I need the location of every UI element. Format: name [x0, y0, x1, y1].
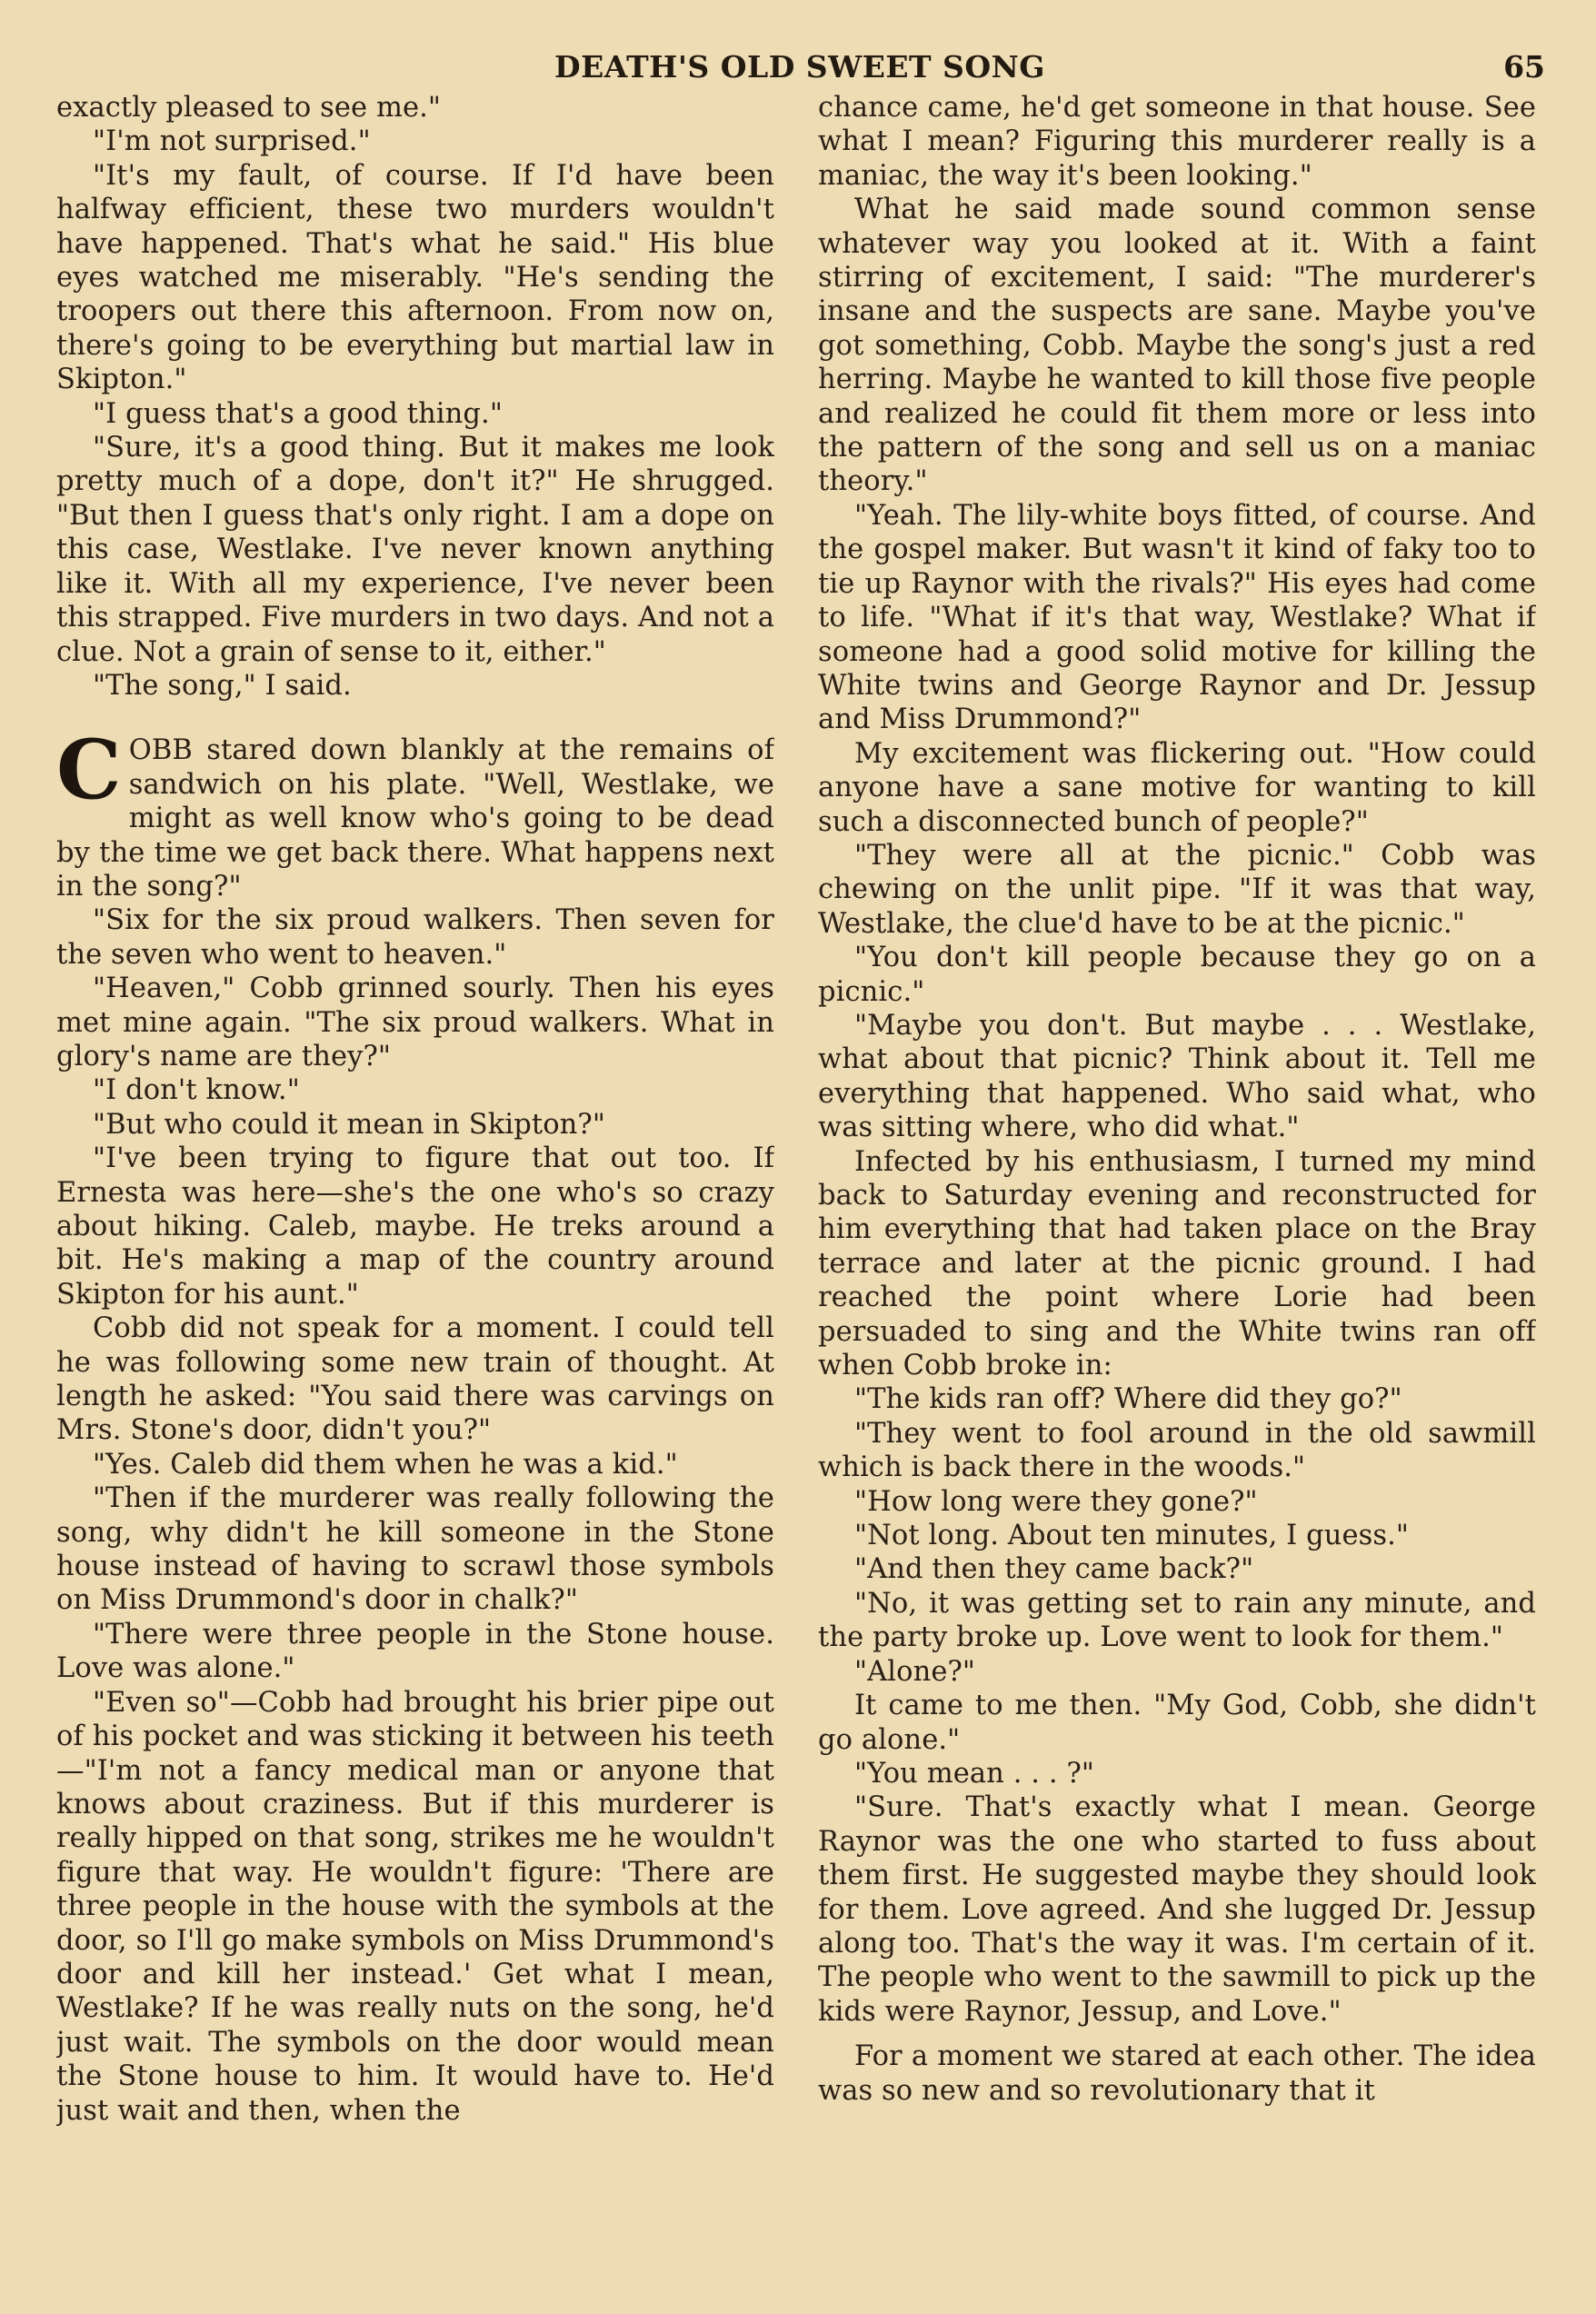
paragraph: "It's my fault, of course. If I'd have been halfway efficient, these two murders wouldn't have happened. That's what he said." His blue eyes watched me miserably. "He's sending the troopers out there this afternoon. From now on, there's going to be everything but martial law in Skipton." — [56, 159, 774, 396]
paragraph: "Yeah. The lily-white boys fitted, of course. And the gospel maker. But wasn't it kind of faky too to tie up Raynor with the rivals?" His eyes had come to life. "What if it's that way, Westlake? What if someone had a good solid motive for killing the White twins and George Raynor and Dr. Jessup and Miss Drummond?" — [818, 499, 1536, 736]
paragraph: "They were all at the picnic." Cobb was chewing on the unlit pipe. "If it was that way, Westlake, the clue'd have to be at the picnic." — [818, 839, 1536, 940]
paragraph: exactly pleased to see me." — [56, 92, 442, 124]
paragraph: My excitement was flickering out. "How could anyone have a sane motive for wanting to kill such a disconnected bunch of people?" — [818, 737, 1536, 838]
paragraph: "And then they came back?" — [854, 1553, 1254, 1586]
paragraph: "But who could it mean in Skipton?" — [93, 1108, 605, 1141]
paragraph: For a moment we stared at each other. The idea was so new and so revolutionary that it — [818, 2040, 1536, 2107]
paragraph: "Even so"—Cobb had brought his brier pipe out of his pocket and was sticking it between his teeth—"I'm not a fancy medical man or anyone that knows about craziness. But if this murderer is really hipped on that song, strikes me he wouldn't figure that way. He wouldn't figure: 'There are three people in the house with the symbols at the door, so I'll go make symbols on Miss Drummond's door and kill her instead.' Get what I mean, Westlake? If he was really nuts on the song, he'd just wait. The symbols on the door would mean the Stone house to him. It would have to. He'd just wait and then, when the — [56, 1686, 774, 2127]
paragraph: "There were three people in the Stone house. Love was alone." — [56, 1618, 774, 1685]
paragraph: "Yes. Caleb did them when he was a kid." — [93, 1448, 678, 1481]
paragraph: "You mean . . . ?" — [854, 1757, 1095, 1790]
paragraph: "Alone?" — [854, 1655, 976, 1688]
paragraph: "You don't kill people because they go on a picnic." — [818, 942, 1536, 1008]
paragraph: "How long were they gone?" — [854, 1485, 1258, 1518]
paragraph: "The kids ran off? Where did they go?" — [854, 1383, 1402, 1416]
paragraph: "Heaven," Cobb grinned sourly. Then his eyes met mine again. "The six proud walkers. What in glory's name are they?" — [56, 972, 774, 1072]
paragraph: "They went to fool around in the old sawmill which is back there in the woods." — [818, 1417, 1536, 1484]
paragraph: "I guess that's a good thing." — [93, 397, 503, 430]
section-opening-paragraph — [56, 722, 774, 903]
paragraph: "Sure. That's exactly what I mean. George Raynor was the one who started to fuss about them first. He suggested maybe they should look for them. Love agreed. And she lugged Dr. Jessup along too. That's the way it was. I'm certain of it. The people who went to the sawmill to pick up the kids were Raynor, Jessup, and Love." — [818, 1791, 1536, 2028]
paragraph: "Sure, it's a good thing. But it makes me look pretty much of a dope, don't it?" He shrugged. "But then I guess that's only right. I am a dope on this case, Westlake. I've never known anything like it. With all my experience, I've never been this strapped. Five murders in two days. And not a clue. Not a grain of sense to it, either." — [56, 432, 774, 668]
left-column — [56, 91, 774, 2290]
paragraph: "Not long. About ten minutes, I guess." — [854, 1520, 1410, 1552]
page-number: 65 — [1503, 49, 1545, 85]
paragraph: What he said made sound common sense whatever way you looked at it. With a faint stirring of excitement, I said: "The murderer's insane and the suspects are sane. Maybe you've got something, Cobb. Maybe the song's just a red herring. Maybe he wanted to kill those five people and realized he could fit them more or less into the pattern of the song and sell us on a maniac theory." — [818, 194, 1536, 498]
paragraph: "Six for the six proud walkers. Then seven for the seven who went to heaven." — [56, 904, 774, 971]
paragraph-spacer — [818, 2029, 1536, 2040]
page-header — [55, 45, 1545, 93]
paragraph-text: OBB stared down blankly at the remains of sandwich on his plate. "Well, Westlake, we might as well know who's going to be dead by the time we get back there. What happens next in the song?" — [56, 734, 774, 903]
paragraph: "The song," I said. — [93, 669, 352, 702]
paragraph: "I've been trying to figure that out too. If Ernesta was here—she's the one who's so crazy about hiking. Caleb, maybe. He treks around a bit. He's making a map of the country around Skipton for his aunt." — [56, 1142, 774, 1311]
section-break — [56, 703, 774, 733]
paragraph: "Maybe you don't. But maybe . . . Westlake, what about that picnic? Think about it. Tell me everything that happened. Who said what, who was sitting where, who did what." — [818, 1009, 1536, 1144]
paragraph: "Then if the murderer was really following the song, why didn't he kill someone in the Stone house instead of having to scrawl those symbols on Miss Drummond's door in chalk?" — [56, 1482, 774, 1617]
paragraph: "No, it was getting set to rain any minute, and the party broke up. Love went to look for them." — [818, 1587, 1536, 1654]
paragraph: Infected by his enthusiasm, I turned my mind back to Saturday evening and reconstructed for him everything that had taken place on the Bray terrace and later at the picnic ground. I had reached the point where Lorie had been persuaded to sing and the White twins ran off when Cobb broke in: — [818, 1145, 1536, 1382]
paragraph: chance came, he'd get someone in that house. See what I mean? Figuring this murderer really is a maniac, the way it's been looking." — [818, 92, 1536, 192]
running-title: DEATH'S OLD SWEET SONG — [554, 49, 1045, 85]
paragraph: It came to me then. "My God, Cobb, she didn't go alone." — [818, 1690, 1536, 1756]
paragraph: "I'm not surprised." — [93, 125, 371, 158]
right-column — [818, 91, 1536, 2290]
paragraph: Cobb did not speak for a moment. I could tell he was following some new train of thought. At length he asked: "You said there was carvings on Mrs. Stone's door, didn't you?" — [56, 1312, 774, 1447]
paragraph: "I don't know." — [93, 1074, 300, 1107]
drop-cap: C — [56, 722, 122, 819]
